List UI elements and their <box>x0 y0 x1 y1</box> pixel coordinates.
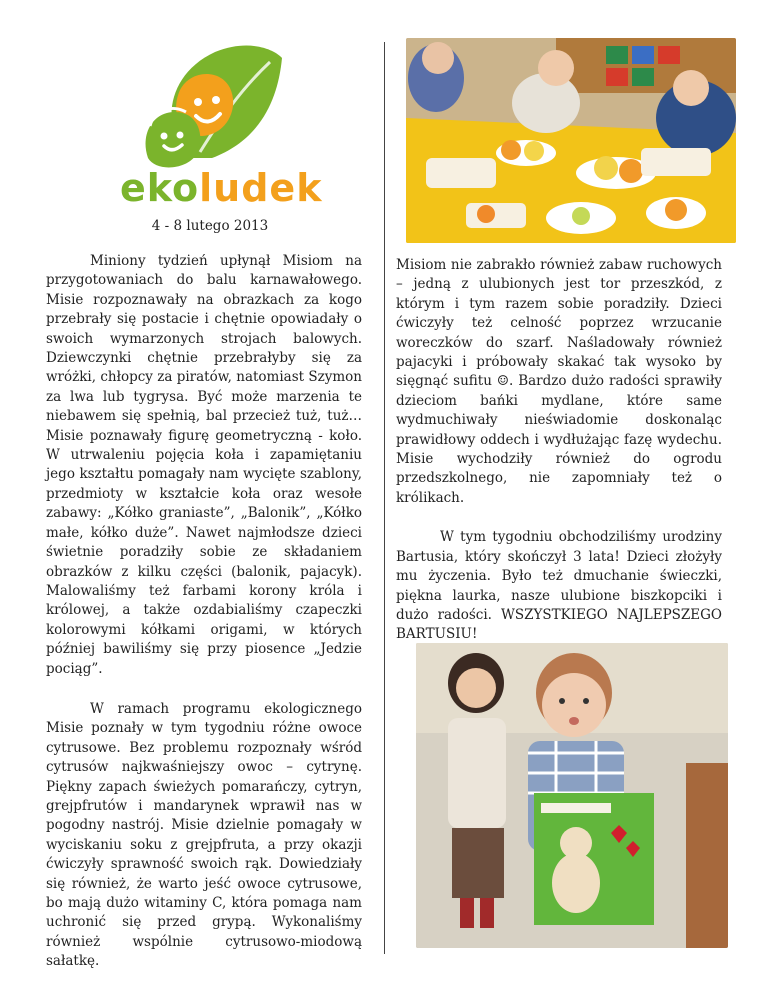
paragraph-birthday: W tym tygodniu obchodziliśmy urodziny Bartusia, który skończył 3 lata! Dzieci złożyły mu życzenia. Było też dmuchanie świeczki, piękna laurka, nasze ulubione biszkopciki i dużo radości. WSZYSTKIEGO NAJLEPSZEGO BARTUSIU! <box>396 529 722 643</box>
paragraph-citrus: W ramach programu ekologicznego Misie poznały w tym tygodniu różne owoce cytrusowe. Bez problemu rozpoznały wśród cytrusów najkwaśniejszy owoc – cytrynę. Piękny zapach świeżych pomarańczy, cytryn, grejpfrutów i mandarynek wprawił nas w pogodny nastrój. Misie dzielnie pomagały w wyciskaniu soku z grejpfruta, a przy okazji ćwiczyły sprawność swoich rąk. Dowiedziały się również, że warto jeść owoce cytrusowe, bo mają dużo witaminy C, która pomaga nam uchronić się przed grypą. Wykonaliśmy również wspólnie cytrusowo-miodową sałatkę. <box>46 700 362 970</box>
paragraph-games: Misiom nie zabrakło również zabaw ruchowych – jedną z ulubionych jest tor przeszkód, z którym i tym razem sobie poradziły. Dzieci ćwiczyły też celność poprzez wrzucanie woreczków do szarf. Naśladowały również pajacyki i próbowały skakać tak wysoko by sięgnąć sufitu ☺. Bardzo dużo radości sprawiły dzieciom bańki mydlane, które same wydmuchiwały nieświadomie doskonaląc prawidłowy oddech i wydłużając fazę wydechu. Misie wychodziły również do ogrodu przedszkolnego, nie zapomniały też o królikach. <box>396 257 722 506</box>
photo-children-citrus <box>406 38 736 243</box>
date-range: 4 - 8 lutego 2013 <box>151 218 269 234</box>
paragraph-carnival: Miniony tydzień upłynął Misiom na przygotowaniach do balu karnawałowego. Misie rozpoznawały na obrazkach za kogo przebrały się postacie i chętnie opowiadały o swoich wymarzonych strojach balowych. Dziewczynki chętnie przebrałyby się za wróżki, chłopcy za piratów, natomiast Szymon za lwa lub tygrysa. Być może marzenia te niebawem się spełnią, bal przecież tuż, tuż… Misie poznawały figurę geometryczną - koło. W utrwaleniu pojęcia koła i zapamiętaniu jego kształtu pomagały nam wycięte szablony, przedmioty w kształcie koła oraz wesołe zabawy: „Kółko graniaste”, „Balonik”, „Kółko małe, kółko duże”. Nawet najmłodsze dzieci świetnie poradziły sobie ze składaniem obrazków z kilku części (balonik, pajacyk). Malowaliśmy też farbami korony króla i królowej, a także ozdabialiśmy czapeczki kolorowymi kółkami origami, w których później bawiliśmy się przy piosence „Jedzie pociąg”. <box>46 253 362 677</box>
leaf-faces-icon <box>120 40 290 170</box>
logo-text-ludek: ludek <box>199 166 323 210</box>
column-divider <box>384 42 385 954</box>
ekoludek-logo <box>120 40 323 210</box>
left-column <box>46 252 362 972</box>
logo-wordmark <box>120 166 323 210</box>
logo-text-eko: eko <box>120 166 200 210</box>
photo-birthday-boy <box>416 643 728 948</box>
right-column <box>396 256 722 645</box>
